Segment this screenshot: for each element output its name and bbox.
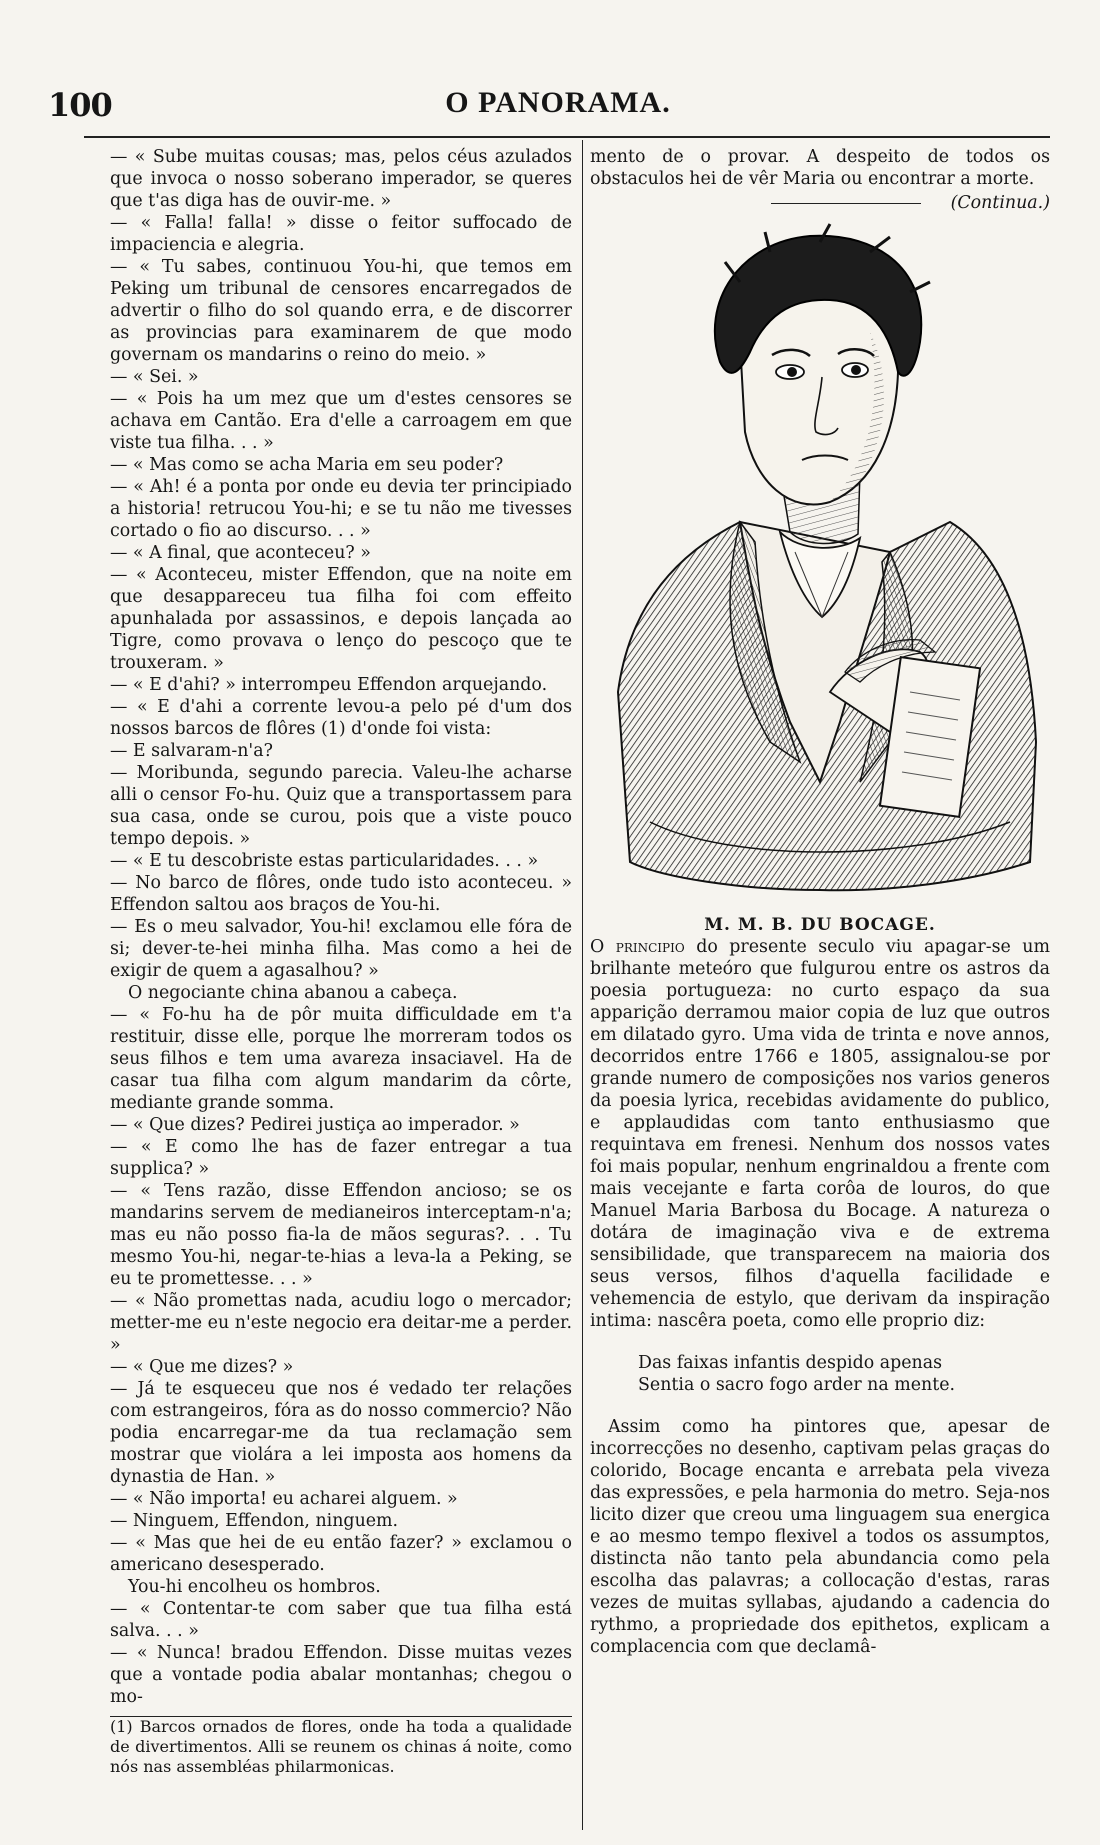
article-lead: O principio <box>590 937 685 957</box>
article-paragraph: Assim como ha pintores que, apesar de incorrecções no desenho, captivam pelas graças do colorido, Bocage encanta e arrebata pela viveza das expressões, e pela harmonia do metro. Seja-nos licito dizer que creou uma linguagem sua energica e ao mesmo tempo flexivel a todos os assumptos, distincta não tanto pela abundancia como pela escolha das palavras; a collocação d'estas, raras vezes de muitas syllabas, ajudando a cadencia do rythmo, a propriedade dos epithetos, explicam a complacencia com que declamâ- <box>590 1417 1050 1657</box>
paragraph: — E salvaram-n'a? <box>110 741 273 761</box>
paragraph: — « Sube muitas cousas; mas, pelos céus azulados que invoca o nosso soberano imperador, se queres que t'as diga has de ouvir-me. » <box>110 147 572 211</box>
paragraph: — « Contentar-te com saber que tua filha está salva. . . » <box>110 1599 572 1641</box>
paragraph: — « Não importa! eu acharei alguem. » <box>110 1489 458 1509</box>
paragraph: — « Não promettas nada, acudiu logo o mercador; metter-me eu n'este negocio era deitar-me a perder. » <box>110 1291 572 1355</box>
paragraph: You-hi encolheu os hombros. <box>128 1577 381 1597</box>
paragraph: — « Mas como se acha Maria em seu poder? <box>110 455 504 475</box>
verse-line: Sentia o sacro fogo arder na mente. <box>638 1375 956 1395</box>
paragraph: — Es o meu salvador, You-hi! exclamou elle fóra de si; dever-te-hei minha filha. Mas como a hei de exigir de quem a agasalhou? » <box>110 917 572 981</box>
continua-rule <box>771 203 921 204</box>
paragraph: — « Que me dizes? » <box>110 1357 294 1377</box>
paragraph: — « E tu descobriste estas particularidades. . . » <box>110 851 539 871</box>
paragraph: — « E d'ahi a corrente levou-a pelo pé d'um dos nossos barcos de flôres (1) d'onde foi vista: <box>110 697 572 739</box>
bocage-portrait-engraving <box>590 222 1050 914</box>
right-column <box>590 146 1050 1658</box>
paragraph: — « Tu sabes, continuou You-hi, que temos em Peking um tribunal de censores encarregados de advertir o filho do sol quando erra, e de discorrer as provincias para examinarem de que modo governam os mandarins o reino do meio. » <box>110 257 572 365</box>
paragraph: — « Que dizes? Pedirei justiça ao imperador. » <box>110 1115 520 1135</box>
paragraph: — « Mas que hei de eu então fazer? » exclamou o americano desesperado. <box>110 1533 572 1575</box>
paragraph: — « Sei. » <box>110 367 199 387</box>
paragraph: — « Falla! falla! » disse o feitor suffocado de impaciencia e alegria. <box>110 213 572 255</box>
continued-paragraph: mento de o provar. A despeito de todos os obstaculos hei de vêr Maria ou encontrar a morte. <box>590 147 1050 189</box>
paragraph: — « Ah! é a ponta por onde eu devia ter principiado a historia! retrucou You-hi; e se tu não me tivesses cortado o fio ao discurso. . . » <box>110 477 572 541</box>
paragraph: — « Tens razão, disse Effendon ancioso; se os mandarins servem de medianeiros interceptam-n'a; mas eu não posso fia-la de mãos seguras?. . . Tu mesmo You-hi, negar-te-hias a leva-la a Peking, se eu te promettesse. . . » <box>110 1181 572 1289</box>
continua-label: (Continua.) <box>950 193 1050 213</box>
portrait-illustration <box>590 222 1050 914</box>
verse-quote <box>638 1352 1050 1396</box>
footnote: (1) Barcos ornados de flores, onde ha toda a qualidade de divertimentos. Alli se reunem os chinas á noite, como nós nas assembléas philarmonicas. <box>110 1717 572 1776</box>
portrait-caption: M. M. B. DU BOCAGE. <box>704 915 936 935</box>
paragraph: — « Fo-hu ha de pôr muita difficuldade em t'a restituir, disse elle, porque lhe morreram todos os seus filhos e tem uma avareza insaciavel. Ha de casar tua filha com algum mandarim da côrte, mediante grande somma. <box>110 1005 572 1113</box>
paragraph: — Ninguem, Effendon, ninguem. <box>110 1511 399 1531</box>
left-column <box>110 146 572 1777</box>
verse-line: Das faixas infantis despido apenas <box>638 1353 942 1373</box>
paragraph: — « E como lhe has de fazer entregar a tua supplica? » <box>110 1137 572 1179</box>
paragraph: — No barco de flôres, onde tudo isto aconteceu. » Effendon saltou aos braços de You-hi. <box>110 873 572 915</box>
paragraph: — « Pois ha um mez que um d'estes censores se achava em Cantão. Era d'elle a carroagem em que viste tua filha. . . » <box>110 389 572 453</box>
paragraph: — « Aconteceu, mister Effendon, que na noite em que desappareceu tua filha foi com effeito apunhalada por assassinos, e depois lançada ao Tigre, como provava o lenço do pescoço que te trouxeram. » <box>110 565 572 673</box>
page-header <box>48 86 1038 138</box>
continua-line <box>590 192 1050 214</box>
paragraph: O negociante china abanou a cabeça. <box>128 983 458 1003</box>
article-paragraph <box>590 936 1050 1332</box>
paragraph: — Moribunda, segundo parecia. Valeu-lhe acharse alli o censor Fo-hu. Quiz que a transportassem para sua casa, onde se curou, pois que a viste pouco tempo depois. » <box>110 763 572 849</box>
column-divider <box>582 140 583 1830</box>
article-body: do presente seculo viu apagar-se um brilhante meteóro que fulgurou entre os astros da poesia portugueza: no curto espaço da sua apparição derramou maior copia de luz que outros em dilatado gyro. Uma vida de trinta e nove annos, decorridos entre 1766 e 1805, assignalou-se por grande numero de composições nos varios generos da poesia lyrica, recebidas avidamente do publico, e applaudidas com tanto enthusiasmo que requintava em frenesi. Nenhum dos nossos vates foi mais popular, nenhum engrinaldou a frente com mais vecejante e farta corôa de louros, do que Manuel Maria Barbosa du Bocage. A natureza o dotára de imaginação viva e de extrema sensibilidade, que transparecem na maioria dos seus versos, filhos d'aquella facilidade e vehemencia de estylo, que derivam da inspiração intima: nascêra poeta, como elle proprio diz: <box>590 937 1050 1331</box>
paragraph: — « E d'ahi? » interrompeu Effendon arquejando. <box>110 675 548 695</box>
page-number: 100 <box>48 86 112 124</box>
paragraph: — « Nunca! bradou Effendon. Disse muitas vezes que a vontade podia abalar montanhas; chegou o mo- <box>110 1643 572 1707</box>
paragraph: — « A final, que aconteceu? » <box>110 543 371 563</box>
journal-title: O PANORAMA. <box>445 86 671 119</box>
paragraph: — Já te esqueceu que nos é vedado ter relações com estrangeiros, fóra as do nosso commercio? Não podia encarregar-me da tua reclamação sem mostrar que violára a lei imposta aos homens da dynastia de Han. » <box>110 1379 572 1487</box>
header-rule <box>84 136 1050 138</box>
